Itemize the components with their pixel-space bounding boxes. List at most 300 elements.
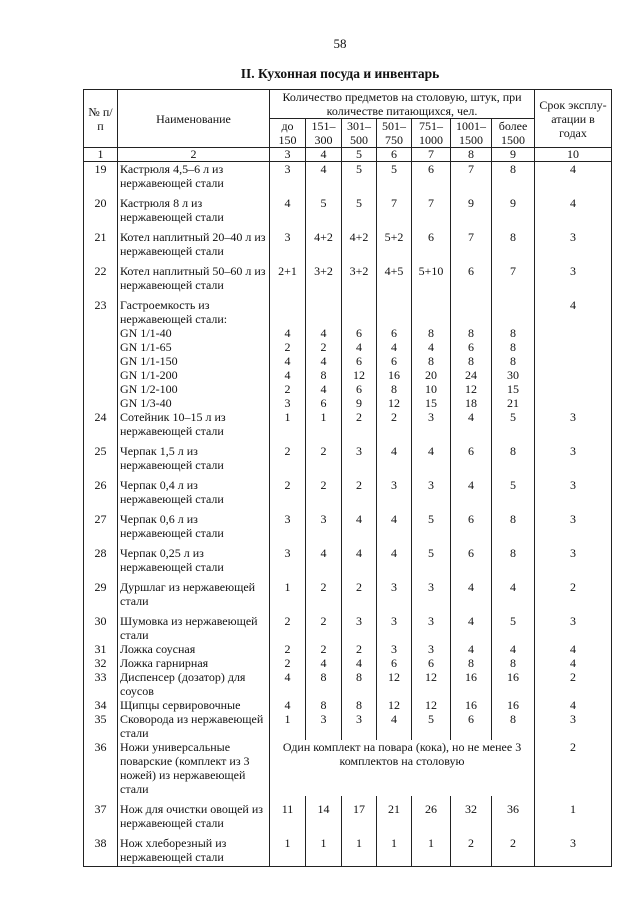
item-name: Черпак 0,4 л из нержавеющей стали <box>118 472 270 506</box>
table-row <box>84 410 612 438</box>
quantity-cell: 8 <box>306 368 342 382</box>
quantity-cell: 3 <box>270 162 306 191</box>
quantity-cell: 2 <box>306 642 342 656</box>
quantity-cell: 2 <box>306 574 342 608</box>
table-row <box>84 354 612 368</box>
quantity-cell: 2 <box>270 340 306 354</box>
service-term <box>535 354 612 368</box>
row-number <box>84 326 118 340</box>
item-name: Черпак 1,5 л из нержавеющей стали <box>118 438 270 472</box>
quantity-cell: 2 <box>342 574 377 608</box>
service-term: 2 <box>535 574 612 608</box>
item-name: Котел наплитный 20–40 л из нержавеющей стали <box>118 224 270 258</box>
quantity-cell: 8 <box>306 670 342 698</box>
row-number: 28 <box>84 540 118 574</box>
quantity-cell: 4 <box>492 574 535 608</box>
quantity-cell: 4 <box>306 656 342 670</box>
quantity-cell: 4 <box>306 354 342 368</box>
quantity-cell: 6 <box>377 354 412 368</box>
row-number <box>84 340 118 354</box>
row-number: 26 <box>84 472 118 506</box>
table-row <box>84 340 612 354</box>
quantity-cell: 5+10 <box>412 258 451 292</box>
row-number: 29 <box>84 574 118 608</box>
service-term: 3 <box>535 506 612 540</box>
item-name: GN 1/3-40 <box>118 396 270 410</box>
quantity-cell: 2 <box>270 472 306 506</box>
service-term <box>535 326 612 340</box>
quantity-cell: 3 <box>270 396 306 410</box>
row-number <box>84 396 118 410</box>
service-term: 3 <box>535 224 612 258</box>
quantity-cell: 8 <box>412 354 451 368</box>
service-term <box>535 396 612 410</box>
quantity-cell: 16 <box>492 698 535 712</box>
quantity-cell: 3 <box>306 712 342 740</box>
quantity-cell <box>412 292 451 326</box>
header-range: 301–500 <box>342 119 377 148</box>
table-row <box>84 642 612 656</box>
table-row <box>84 382 612 396</box>
quantity-cell: 24 <box>451 368 492 382</box>
table-row <box>84 190 612 224</box>
quantity-cell: 11 <box>270 796 306 830</box>
table-row <box>84 740 612 796</box>
quantity-cell: 14 <box>306 796 342 830</box>
quantity-cell: 8 <box>492 506 535 540</box>
quantity-cell: 4 <box>270 326 306 340</box>
column-number: 7 <box>412 148 451 162</box>
item-name: Ложка гарнирная <box>118 656 270 670</box>
header-range: 151–300 <box>306 119 342 148</box>
item-name: Черпак 0,25 л из нержавеющей стали <box>118 540 270 574</box>
quantity-cell: 3 <box>377 472 412 506</box>
row-number: 20 <box>84 190 118 224</box>
quantity-cell: 7 <box>377 190 412 224</box>
quantity-cell: 4 <box>377 438 412 472</box>
quantity-cell: 3 <box>342 438 377 472</box>
quantity-cell: 4 <box>451 608 492 642</box>
quantity-cell: 2 <box>270 382 306 396</box>
quantity-cell: 4 <box>306 326 342 340</box>
header-range: 1001–1500 <box>451 119 492 148</box>
service-term: 4 <box>535 292 612 326</box>
row-number: 21 <box>84 224 118 258</box>
quantity-cell <box>451 292 492 326</box>
table-row <box>84 162 612 191</box>
row-number: 25 <box>84 438 118 472</box>
quantity-cell: 12 <box>451 382 492 396</box>
quantity-cell: 2 <box>492 830 535 867</box>
quantity-cell: 32 <box>451 796 492 830</box>
quantity-cell: 6 <box>451 540 492 574</box>
row-number: 22 <box>84 258 118 292</box>
row-number: 34 <box>84 698 118 712</box>
quantity-cell: 6 <box>377 326 412 340</box>
quantity-cell: 5 <box>412 540 451 574</box>
row-number: 24 <box>84 410 118 438</box>
page-number: 58 <box>333 36 347 51</box>
quantity-cell: 2 <box>270 438 306 472</box>
quantity-cell: 12 <box>412 670 451 698</box>
quantity-cell <box>377 292 412 326</box>
table-row <box>84 258 612 292</box>
quantity-cell: 21 <box>377 796 412 830</box>
quantity-cell <box>492 292 535 326</box>
quantity-cell: 26 <box>412 796 451 830</box>
item-name: Ножи универсальные поварские (комплект из 3 ножей) из нержавеющей стали <box>118 740 270 796</box>
header-range: до 150 <box>270 119 306 148</box>
header-range: 501–750 <box>377 119 412 148</box>
section-title: II. Кухонная посуда и инвентарь <box>240 66 440 81</box>
table-row <box>84 438 612 472</box>
quantity-cell: 15 <box>492 382 535 396</box>
quantity-cell: 4 <box>377 712 412 740</box>
service-term: 4 <box>535 642 612 656</box>
item-name: Дуршлаг из нержавеющей стали <box>118 574 270 608</box>
row-number: 35 <box>84 712 118 740</box>
quantity-cell: 2 <box>306 608 342 642</box>
quantity-cell: 12 <box>377 698 412 712</box>
row-number: 33 <box>84 670 118 698</box>
quantity-cell: 1 <box>270 410 306 438</box>
quantity-cell: 6 <box>451 340 492 354</box>
quantity-cell: 8 <box>492 340 535 354</box>
quantity-cell: 3 <box>306 506 342 540</box>
table-row <box>84 396 612 410</box>
quantity-cell: 6 <box>451 712 492 740</box>
quantity-cell: 4 <box>270 670 306 698</box>
service-term: 3 <box>535 830 612 867</box>
quantity-cell: 21 <box>492 396 535 410</box>
item-name: Диспенсер (дозатор) для соусов <box>118 670 270 698</box>
quantity-cell: 1 <box>270 574 306 608</box>
quantity-cell: 3 <box>412 642 451 656</box>
quantity-note: Один комплект на повара (кока), но не менее 3 комплектов на столовую <box>270 740 535 796</box>
quantity-cell: 30 <box>492 368 535 382</box>
row-number: 27 <box>84 506 118 540</box>
quantity-cell: 16 <box>451 670 492 698</box>
service-term: 4 <box>535 698 612 712</box>
column-number: 1 <box>84 148 118 162</box>
quantity-cell: 5 <box>492 608 535 642</box>
quantity-cell: 16 <box>492 670 535 698</box>
quantity-cell: 3 <box>342 608 377 642</box>
quantity-cell: 7 <box>451 162 492 191</box>
quantity-cell: 16 <box>451 698 492 712</box>
quantity-cell: 8 <box>492 326 535 340</box>
quantity-cell: 6 <box>412 162 451 191</box>
quantity-cell: 1 <box>377 830 412 867</box>
row-number: 30 <box>84 608 118 642</box>
quantity-cell: 8 <box>342 698 377 712</box>
column-number: 6 <box>377 148 412 162</box>
quantity-cell: 6 <box>342 326 377 340</box>
quantity-cell: 4 <box>342 656 377 670</box>
service-term: 4 <box>535 656 612 670</box>
service-term: 2 <box>535 670 612 698</box>
row-number <box>84 382 118 396</box>
quantity-cell: 2 <box>270 656 306 670</box>
quantity-cell: 7 <box>451 224 492 258</box>
service-term: 3 <box>535 608 612 642</box>
quantity-cell: 6 <box>342 354 377 368</box>
row-number <box>84 368 118 382</box>
quantity-cell: 3 <box>342 712 377 740</box>
row-number: 37 <box>84 796 118 830</box>
table-row <box>84 574 612 608</box>
table-row <box>84 656 612 670</box>
quantity-cell: 8 <box>377 382 412 396</box>
quantity-cell: 7 <box>492 258 535 292</box>
quantity-cell: 3 <box>412 472 451 506</box>
table-row <box>84 608 612 642</box>
quantity-cell: 18 <box>451 396 492 410</box>
service-term <box>535 340 612 354</box>
quantity-cell: 6 <box>412 656 451 670</box>
column-number: 3 <box>270 148 306 162</box>
quantity-cell: 1 <box>306 830 342 867</box>
quantity-cell: 20 <box>412 368 451 382</box>
quantity-cell: 5 <box>306 190 342 224</box>
item-name: GN 1/1-150 <box>118 354 270 368</box>
row-number: 19 <box>84 162 118 191</box>
item-name: Котел наплитный 50–60 л из нержавеющей стали <box>118 258 270 292</box>
quantity-cell: 4 <box>342 340 377 354</box>
quantity-cell: 2 <box>306 472 342 506</box>
quantity-cell: 1 <box>270 830 306 867</box>
item-name: Шумовка из нержавеющей стали <box>118 608 270 642</box>
item-name: Черпак 0,6 л из нержавеющей стали <box>118 506 270 540</box>
service-term: 3 <box>535 258 612 292</box>
quantity-cell: 9 <box>492 190 535 224</box>
column-number: 2 <box>118 148 270 162</box>
header-term: Срок эксплу-атации в годах <box>535 90 612 148</box>
quantity-cell: 4 <box>306 162 342 191</box>
quantity-cell <box>270 292 306 326</box>
quantity-cell: 8 <box>492 438 535 472</box>
quantity-cell: 1 <box>342 830 377 867</box>
item-name: Сковорода из нержавеющей стали <box>118 712 270 740</box>
quantity-cell: 4 <box>451 574 492 608</box>
quantity-cell: 5 <box>377 162 412 191</box>
quantity-cell: 5 <box>342 162 377 191</box>
item-name: GN 1/2-100 <box>118 382 270 396</box>
quantity-cell: 2 <box>342 642 377 656</box>
item-name: GN 1/1-200 <box>118 368 270 382</box>
quantity-cell: 4+5 <box>377 258 412 292</box>
quantity-cell: 12 <box>377 396 412 410</box>
quantity-cell: 12 <box>412 698 451 712</box>
item-name: Гастроемкость из нержавеющей стали: <box>118 292 270 326</box>
service-term: 3 <box>535 540 612 574</box>
service-term: 3 <box>535 472 612 506</box>
quantity-cell: 15 <box>412 396 451 410</box>
quantity-cell: 5 <box>412 506 451 540</box>
quantity-cell: 6 <box>451 258 492 292</box>
quantity-cell: 8 <box>451 354 492 368</box>
quantity-cell: 8 <box>492 540 535 574</box>
quantity-cell: 8 <box>492 224 535 258</box>
quantity-cell: 7 <box>412 190 451 224</box>
quantity-cell: 2 <box>306 438 342 472</box>
row-number: 36 <box>84 740 118 796</box>
quantity-cell: 5 <box>412 712 451 740</box>
item-name: Ложка соусная <box>118 642 270 656</box>
quantity-cell: 10 <box>412 382 451 396</box>
service-term: 3 <box>535 410 612 438</box>
header-range: более 1500 <box>492 119 535 148</box>
quantity-cell: 4 <box>377 540 412 574</box>
column-number: 5 <box>342 148 377 162</box>
table-row <box>84 224 612 258</box>
header-number: № п/п <box>84 90 118 148</box>
quantity-cell: 5 <box>342 190 377 224</box>
quantity-cell: 8 <box>306 698 342 712</box>
quantity-cell: 4 <box>377 340 412 354</box>
quantity-cell: 4 <box>270 698 306 712</box>
quantity-cell: 36 <box>492 796 535 830</box>
quantity-cell: 8 <box>342 670 377 698</box>
column-number: 8 <box>451 148 492 162</box>
header-quantity: Количество предметов на столовую, штук, при количестве питающихся, чел. <box>270 90 535 119</box>
quantity-cell: 2+1 <box>270 258 306 292</box>
quantity-cell: 3+2 <box>306 258 342 292</box>
service-term: 2 <box>535 740 612 796</box>
quantity-cell: 4 <box>306 540 342 574</box>
service-term: 3 <box>535 438 612 472</box>
quantity-cell: 8 <box>451 326 492 340</box>
row-number: 31 <box>84 642 118 656</box>
quantity-cell: 9 <box>451 190 492 224</box>
quantity-cell: 17 <box>342 796 377 830</box>
column-number: 10 <box>535 148 612 162</box>
quantity-cell: 6 <box>342 382 377 396</box>
quantity-cell: 4 <box>412 340 451 354</box>
quantity-cell: 3+2 <box>342 258 377 292</box>
inventory-table <box>83 89 612 867</box>
table-row <box>84 796 612 830</box>
header-range: 751–1000 <box>412 119 451 148</box>
table-row <box>84 368 612 382</box>
item-name: Нож хлеборезный из нержавеющей стали <box>118 830 270 867</box>
quantity-cell: 4+2 <box>342 224 377 258</box>
quantity-cell: 5 <box>492 410 535 438</box>
quantity-cell: 8 <box>492 712 535 740</box>
service-term <box>535 368 612 382</box>
quantity-cell: 3 <box>270 540 306 574</box>
quantity-cell: 12 <box>377 670 412 698</box>
header-name: Наименование <box>118 90 270 148</box>
column-number: 9 <box>492 148 535 162</box>
column-number: 4 <box>306 148 342 162</box>
quantity-cell: 6 <box>451 438 492 472</box>
table-row <box>84 540 612 574</box>
quantity-cell: 2 <box>270 608 306 642</box>
quantity-cell: 8 <box>451 656 492 670</box>
quantity-cell: 2 <box>342 472 377 506</box>
quantity-cell: 4 <box>270 368 306 382</box>
item-name: Кастрюля 8 л из нержавеющей стали <box>118 190 270 224</box>
quantity-cell: 3 <box>377 574 412 608</box>
quantity-cell: 4 <box>306 382 342 396</box>
quantity-cell: 5 <box>492 472 535 506</box>
quantity-cell: 3 <box>412 608 451 642</box>
quantity-cell: 4 <box>270 354 306 368</box>
quantity-cell: 16 <box>377 368 412 382</box>
row-number: 38 <box>84 830 118 867</box>
service-term: 4 <box>535 190 612 224</box>
quantity-cell: 5+2 <box>377 224 412 258</box>
service-term: 1 <box>535 796 612 830</box>
quantity-cell: 8 <box>412 326 451 340</box>
table-row <box>84 698 612 712</box>
table-row <box>84 670 612 698</box>
service-term: 4 <box>535 162 612 191</box>
quantity-cell: 4+2 <box>306 224 342 258</box>
quantity-cell: 3 <box>377 608 412 642</box>
quantity-cell: 6 <box>377 656 412 670</box>
quantity-cell: 6 <box>306 396 342 410</box>
quantity-cell <box>342 292 377 326</box>
quantity-cell: 4 <box>342 506 377 540</box>
quantity-cell: 4 <box>451 642 492 656</box>
row-number <box>84 354 118 368</box>
quantity-cell: 8 <box>492 656 535 670</box>
quantity-cell: 8 <box>492 162 535 191</box>
quantity-cell: 1 <box>270 712 306 740</box>
table-body <box>84 162 612 867</box>
quantity-cell: 4 <box>342 540 377 574</box>
quantity-cell: 9 <box>342 396 377 410</box>
table-row <box>84 830 612 867</box>
quantity-cell: 2 <box>270 642 306 656</box>
item-name: GN 1/1-65 <box>118 340 270 354</box>
table-row <box>84 472 612 506</box>
quantity-cell: 12 <box>342 368 377 382</box>
table-row <box>84 292 612 326</box>
quantity-cell: 3 <box>270 506 306 540</box>
row-number: 32 <box>84 656 118 670</box>
quantity-cell: 6 <box>412 224 451 258</box>
quantity-cell: 4 <box>270 190 306 224</box>
item-name: Кастрюля 4,5–6 л из нержавеющей стали <box>118 162 270 191</box>
table-row <box>84 712 612 740</box>
quantity-cell: 3 <box>270 224 306 258</box>
quantity-cell: 3 <box>377 642 412 656</box>
table-row <box>84 326 612 340</box>
quantity-cell: 4 <box>412 438 451 472</box>
quantity-cell: 1 <box>412 830 451 867</box>
quantity-cell: 8 <box>492 354 535 368</box>
quantity-cell: 4 <box>451 472 492 506</box>
quantity-cell: 2 <box>451 830 492 867</box>
item-name: Щипцы сервировочные <box>118 698 270 712</box>
row-number: 23 <box>84 292 118 326</box>
table-row <box>84 506 612 540</box>
quantity-cell: 3 <box>412 574 451 608</box>
quantity-cell: 2 <box>342 410 377 438</box>
quantity-cell: 2 <box>377 410 412 438</box>
item-name: Сотейник 10–15 л из нержавеющей стали <box>118 410 270 438</box>
quantity-cell: 1 <box>306 410 342 438</box>
quantity-cell: 3 <box>412 410 451 438</box>
quantity-cell: 4 <box>377 506 412 540</box>
service-term: 3 <box>535 712 612 740</box>
item-name: GN 1/1-40 <box>118 326 270 340</box>
quantity-cell: 6 <box>451 506 492 540</box>
quantity-cell <box>306 292 342 326</box>
